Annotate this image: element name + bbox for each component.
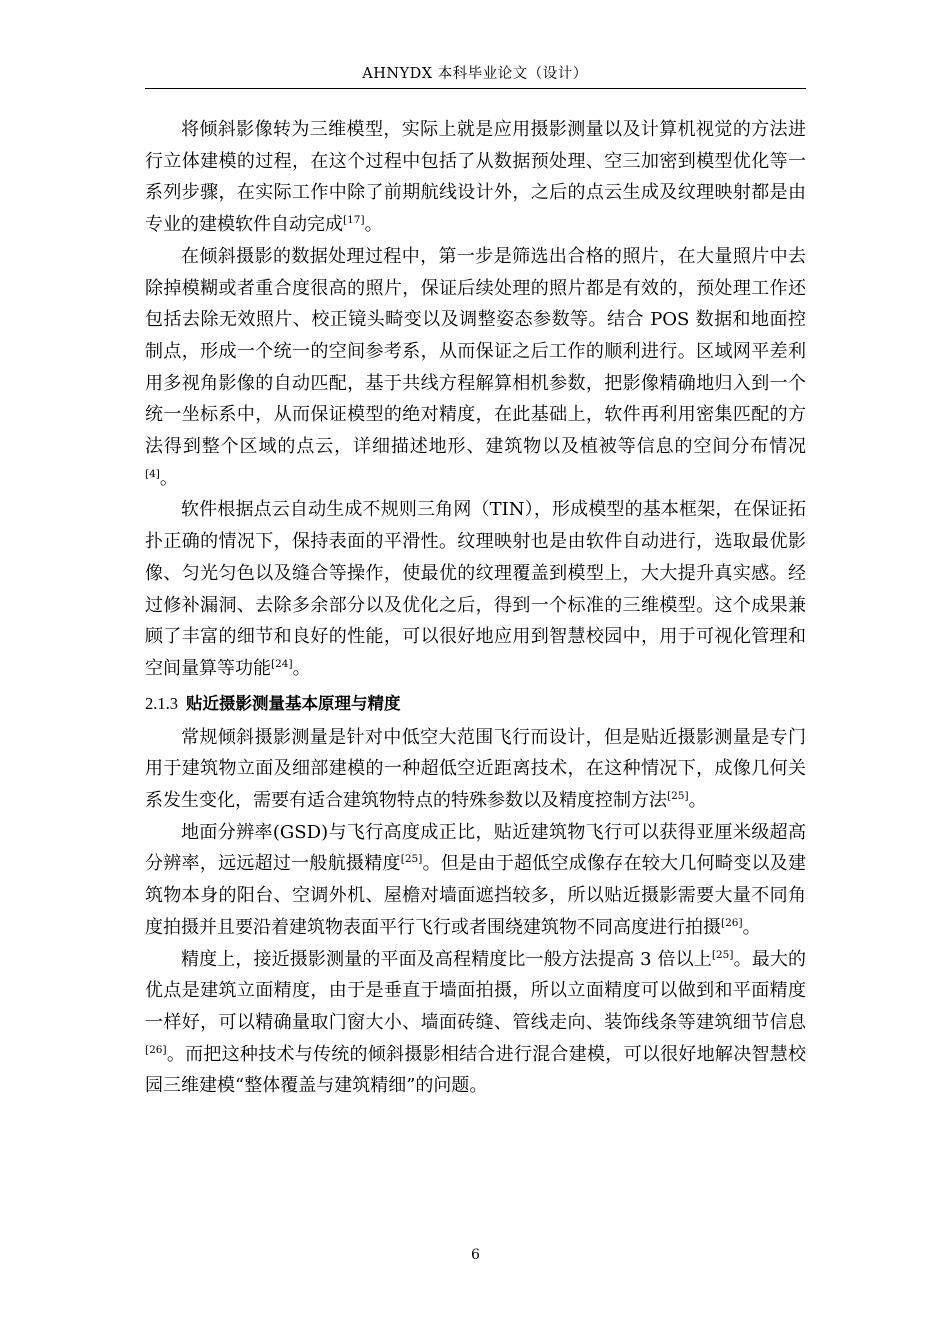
paragraph-5 [145, 817, 806, 944]
citation: [17] [343, 214, 365, 227]
citation: [26] [145, 1043, 167, 1056]
section-number: 2.1.3 [145, 693, 178, 713]
citation: [4] [145, 467, 160, 480]
paragraph-tail: 。 [292, 657, 311, 679]
paragraph-tail: 。 [364, 214, 383, 236]
paragraph-tail: 。 [688, 790, 707, 812]
paragraph-text: 精度上，接近摄影测量的平面及高程精度比一般方法提高 3 倍以上 [181, 948, 712, 970]
paragraph-text: 。最大的优点是建筑立面精度，由于是垂直于墙面拍摄，所以立面精度可以做到和平面精度一样好，可以精确量取门窗大小、墙面砖缝、管线走向、装饰线条等建筑细节信息 [145, 948, 806, 1033]
paragraph-3 [145, 494, 806, 684]
paragraph-tail: 。 [742, 916, 761, 938]
paragraph-text: 。但是由于超低空成像存在较大几何畸变以及建筑物本身的阳台、空调外机、屋檐对墙面遮挡较多，所以贴近摄影需要大量不同角度拍摄并且要沿着建筑物表面平行飞行或者围绕建筑物不同高度进行拍摄 [145, 853, 807, 938]
citation: [25] [711, 948, 734, 961]
citation: [25] [400, 853, 423, 866]
paragraph-tail: 。而把这种技术与传统的倾斜摄影相结合进行混合建模，可以很好地解决智慧校园三维建模“整体覆盖与建筑精细”的问题。 [145, 1043, 806, 1097]
paragraph-text: 在倾斜摄影的数据处理过程中，第一步是筛选出合格的照片，在大量照片中去除掉模糊或者重合度很高的照片，保证后续处理的照片都是有效的，预处理工作还包括去除无效照片、校正镜头畸变以及调整姿态参数等。结合 POS 数据和地面控制点，形成一个统一的空间参考系，从而保证之后工作的顺利进行。区域网平差利用多视角影像的自动匹配，基于共线方程解算相机参数，把影像精确地归入到一个统一坐标系中，从而保证模型的绝对精度，在此基础上，软件再利用密集匹配的方法得到整个区域的点云，详细描述地形、建筑物以及植被等信息的空间分布情况 [145, 245, 806, 458]
paragraph-4 [145, 722, 806, 817]
paragraph-6 [145, 944, 806, 1103]
page-number: 6 [471, 1247, 480, 1263]
paragraph-text: 软件根据点云自动生成不规则三角网（TIN），形成模型的基本框架，在保证拓扑正确的情况下，保持表面的平滑性。纹理映射也是由软件自动进行，选取最优影像、匀光匀色以及缝合等操作，使最优的纹理覆盖到模型上，大大提升真实感。经过修补漏洞、去除多余部分以及优化之后，得到一个标准的三维模型。这个成果兼顾了丰富的细节和良好的性能，可以很好地应用到智慧校园中，用于可视化管理和空间量算等功能 [145, 499, 806, 679]
body-text [145, 114, 806, 1102]
paragraph-text: 地面分辨率(GSD)与飞行高度成正比，贴近建筑物飞行可以获得亚厘米级超高分辨率，远远超过一般航摄精度 [145, 821, 806, 875]
paragraph-text: 常规倾斜摄影测量是针对中低空大范围飞行而设计，但是贴近摄影测量是专门用于建筑物立面及细部建模的一种超低空近距离技术，在这种情况下，成像几何关系发生变化，需要有适合建筑物特点的特殊参数以及精度控制方法 [145, 726, 806, 812]
paragraph-1 [145, 114, 806, 241]
citation: [26] [721, 916, 743, 929]
paragraph-text: 将倾斜影像转为三维模型，实际上就是应用摄影测量以及计算机视觉的方法进行立体建模的过程，在这个过程中包括了从数据预处理、空三加密到模型优化等一系列步骤，在实际工作中除了前期航线设计外，之后的点云生成及纹理映射都是由专业的建模软件自动完成 [145, 119, 806, 236]
section-title: 贴近摄影测量基本原理与精度 [186, 693, 401, 713]
citation: [24] [271, 657, 293, 670]
paragraph-tail: 。 [159, 467, 178, 489]
section-heading [145, 688, 806, 719]
running-header: AHNYDX 本科毕业论文（设计） [362, 66, 588, 82]
header-rule [145, 88, 806, 89]
paragraph-2 [145, 241, 806, 495]
citation: [25] [667, 790, 689, 803]
